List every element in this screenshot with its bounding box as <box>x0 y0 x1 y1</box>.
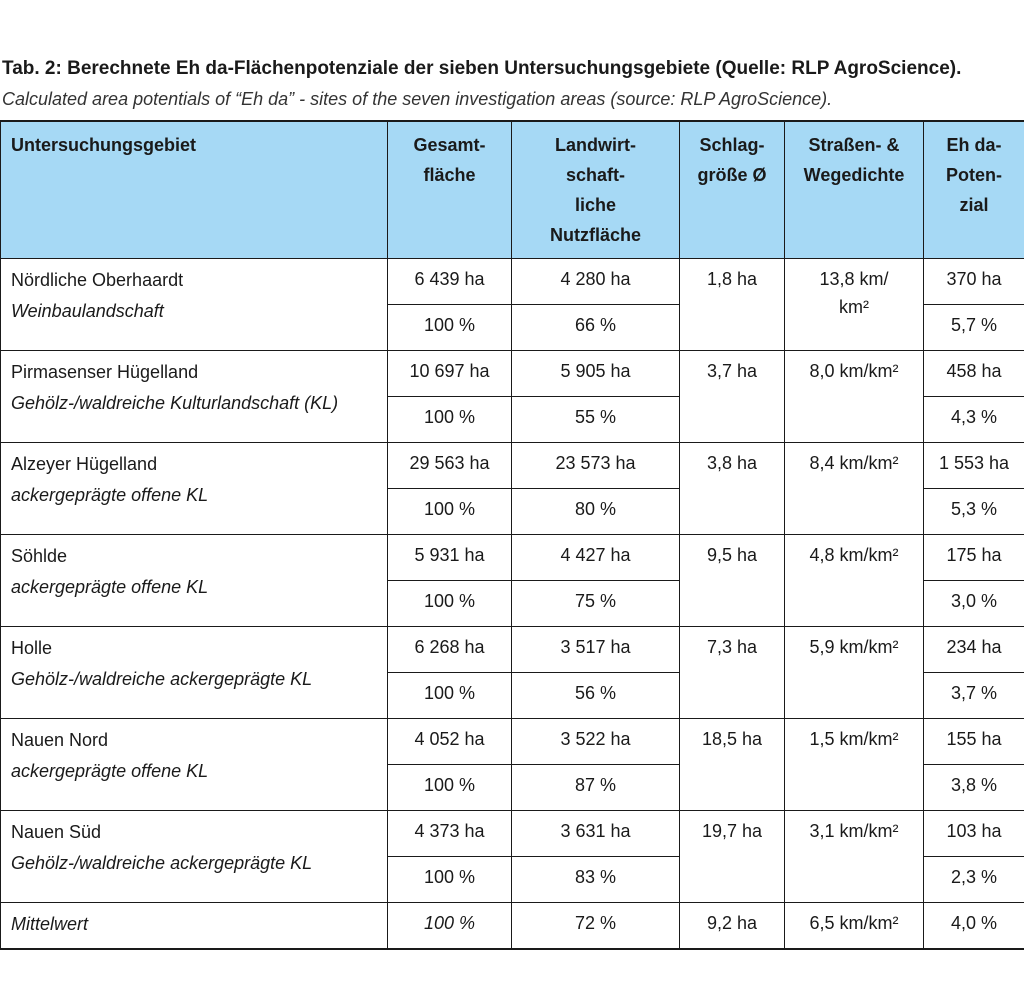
table-row <box>1 627 1024 673</box>
total-area-cell: 4 373 ha <box>388 811 512 857</box>
mean-total-cell: 100 % <box>388 903 512 949</box>
farmland-percent-cell: 75 % <box>512 581 680 627</box>
total-area-cell: 6 439 ha <box>388 259 512 305</box>
table-subtitle: Calculated area potentials of “Eh da” - sites of the seven investigation areas (source: RLP AgroScience). <box>2 89 833 109</box>
total-area-cell: 6 268 ha <box>388 627 512 673</box>
farmland-percent-cell: 56 % <box>512 673 680 719</box>
road-density-cell: 8,4 km/km² <box>785 443 924 535</box>
header-cell: Landwirt- schaft- liche Nutzfläche <box>512 121 680 259</box>
header-cell: Schlag- größe Ø <box>680 121 785 259</box>
table-row <box>1 811 1024 857</box>
area-name-cell: Söhlde ackergeprägte offene KL <box>1 535 388 627</box>
header-row <box>1 121 1024 259</box>
farmland-percent-cell: 87 % <box>512 765 680 811</box>
mean-potential-cell: 4,0 % <box>924 903 1024 949</box>
potential-cell: 103 ha <box>924 811 1024 857</box>
potential-cell: 370 ha <box>924 259 1024 305</box>
total-area-cell: 10 697 ha <box>388 351 512 397</box>
total-area-percent-cell: 100 % <box>388 489 512 535</box>
field-size-cell: 1,8 ha <box>680 259 785 351</box>
area-name-cell: Pirmasenser Hügelland Gehölz-/waldreiche Kulturlandschaft (KL) <box>1 351 388 443</box>
farmland-cell: 4 280 ha <box>512 259 680 305</box>
road-density-cell: 3,1 km/km² <box>785 811 924 903</box>
farmland-percent-cell: 83 % <box>512 857 680 903</box>
potential-percent-cell: 5,7 % <box>924 305 1024 351</box>
total-area-cell: 29 563 ha <box>388 443 512 489</box>
table-row <box>1 443 1024 489</box>
field-size-cell: 3,8 ha <box>680 443 785 535</box>
field-size-cell: 9,5 ha <box>680 535 785 627</box>
total-area-percent-cell: 100 % <box>388 673 512 719</box>
farmland-cell: 3 631 ha <box>512 811 680 857</box>
potential-cell: 458 ha <box>924 351 1024 397</box>
total-area-percent-cell: 100 % <box>388 397 512 443</box>
area-name-cell: Nauen Nord ackergeprägte offene KL <box>1 719 388 811</box>
total-area-percent-cell: 100 % <box>388 581 512 627</box>
potential-cell: 175 ha <box>924 535 1024 581</box>
header-cell: Straßen- & Wegedichte <box>785 121 924 259</box>
total-area-cell: 4 052 ha <box>388 719 512 765</box>
total-area-percent-cell: 100 % <box>388 857 512 903</box>
table-row <box>1 351 1024 397</box>
potential-percent-cell: 5,3 % <box>924 489 1024 535</box>
area-name-cell: Nördliche Oberhaardt Weinbaulandschaft <box>1 259 388 351</box>
area-name-cell: Alzeyer Hügelland ackergeprägte offene KL <box>1 443 388 535</box>
landscape-type: Weinbaulandschaft <box>11 301 164 321</box>
mean-label-cell: Mittelwert <box>1 903 388 949</box>
farmland-cell: 3 522 ha <box>512 719 680 765</box>
landscape-type: ackergeprägte offene KL <box>11 577 209 597</box>
area-name-cell: Nauen Süd Gehölz-/waldreiche ackergeprägte KL <box>1 811 388 903</box>
landscape-type: Gehölz-/waldreiche ackergeprägte KL <box>11 853 313 873</box>
mean-field-size-cell: 9,2 ha <box>680 903 785 949</box>
area-name-cell: Holle Gehölz-/waldreiche ackergeprägte KL <box>1 627 388 719</box>
farmland-cell: 4 427 ha <box>512 535 680 581</box>
field-size-cell: 19,7 ha <box>680 811 785 903</box>
field-size-cell: 7,3 ha <box>680 627 785 719</box>
landscape-type: Gehölz-/waldreiche Kulturlandschaft (KL) <box>11 393 339 413</box>
farmland-cell: 23 573 ha <box>512 443 680 489</box>
potential-percent-cell: 3,0 % <box>924 581 1024 627</box>
landscape-type: Gehölz-/waldreiche ackergeprägte KL <box>11 669 313 689</box>
farmland-percent-cell: 80 % <box>512 489 680 535</box>
mean-road-density-cell: 6,5 km/km² <box>785 903 924 949</box>
potential-percent-cell: 3,7 % <box>924 673 1024 719</box>
total-area-percent-cell: 100 % <box>388 765 512 811</box>
total-area-percent-cell: 100 % <box>388 305 512 351</box>
table-row <box>1 535 1024 581</box>
road-density-cell: 1,5 km/km² <box>785 719 924 811</box>
potential-cell: 1 553 ha <box>924 443 1024 489</box>
table-row <box>1 259 1024 305</box>
header-cell: Eh da- Poten- zial <box>924 121 1024 259</box>
field-size-cell: 3,7 ha <box>680 351 785 443</box>
farmland-percent-cell: 55 % <box>512 397 680 443</box>
landscape-type: ackergeprägte offene KL <box>11 761 209 781</box>
road-density-cell: 5,9 km/km² <box>785 627 924 719</box>
road-density-cell: 4,8 km/km² <box>785 535 924 627</box>
farmland-cell: 3 517 ha <box>512 627 680 673</box>
mean-farmland-cell: 72 % <box>512 903 680 949</box>
potential-percent-cell: 3,8 % <box>924 765 1024 811</box>
farmland-cell: 5 905 ha <box>512 351 680 397</box>
potential-percent-cell: 2,3 % <box>924 857 1024 903</box>
data-table <box>0 120 1024 950</box>
field-size-cell: 18,5 ha <box>680 719 785 811</box>
table-title: Tab. 2: Berechnete Eh da-Flächenpotenziale der sieben Untersuchungsgebiete (Quelle: RLP AgroScience). <box>2 58 962 79</box>
road-density-cell: 8,0 km/km² <box>785 351 924 443</box>
farmland-percent-cell: 66 % <box>512 305 680 351</box>
total-area-cell: 5 931 ha <box>388 535 512 581</box>
potential-cell: 155 ha <box>924 719 1024 765</box>
table-row <box>1 719 1024 765</box>
potential-percent-cell: 4,3 % <box>924 397 1024 443</box>
mean-row <box>1 903 1024 949</box>
potential-cell: 234 ha <box>924 627 1024 673</box>
landscape-type: ackergeprägte offene KL <box>11 485 209 505</box>
header-cell: Gesamt- fläche <box>388 121 512 259</box>
road-density-cell: 13,8 km/ km² <box>785 259 924 351</box>
header-cell: Untersuchungsgebiet <box>1 121 388 259</box>
